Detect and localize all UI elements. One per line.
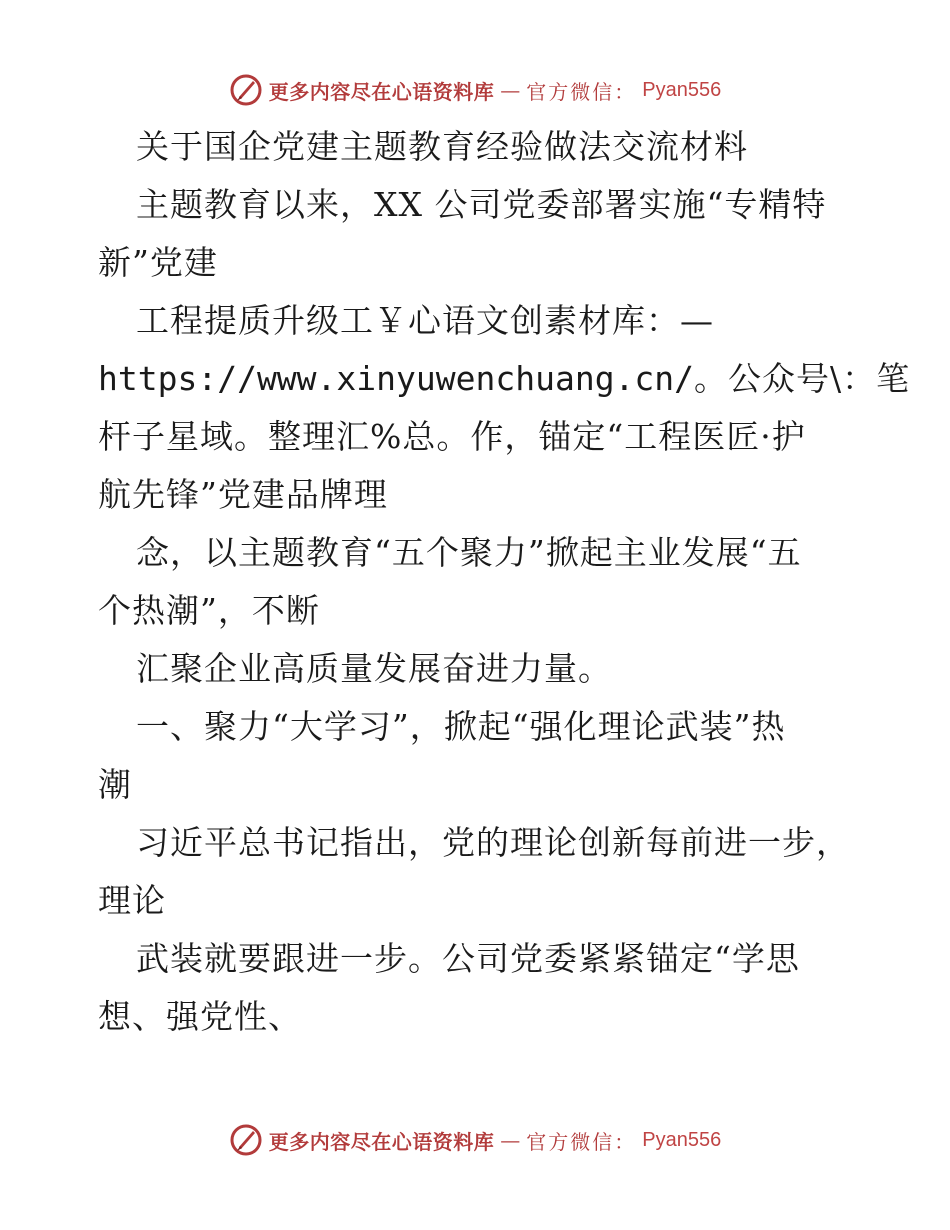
paragraph-line: 念，以主题教育“五个聚力”掀起主业发展“五 [136, 533, 802, 572]
document-title: 关于国企党建主题教育经验做法交流材料 [136, 127, 748, 166]
paragraph-line: 习近平总书记指出，党的理论创新每前进一步， [136, 823, 850, 862]
paragraph-line: 。公众号\：笔 [694, 359, 911, 398]
paragraph-url-line [98, 350, 911, 408]
section-heading: 一、聚力“大学习”，掀起“强化理论武装”热 [136, 707, 786, 746]
paragraph-line: 新”党建 [98, 243, 218, 282]
paragraph-line: 理论 [98, 881, 166, 920]
document-body [98, 118, 911, 1046]
watermark-account: Pyan556 [642, 78, 722, 101]
watermark-account: Pyan556 [642, 1128, 722, 1151]
paragraph-line: 个热潮”，不断 [98, 591, 320, 630]
source-url: https://www.xinyuwenchuang.cn/ [98, 359, 695, 398]
paragraph-line: 工程提质升级工￥心语文创素材库：— [136, 301, 714, 340]
section-heading-continuation: 潮 [98, 765, 132, 804]
watermark-wechat-label: 官方微信： [526, 1129, 637, 1154]
paragraph-line: 主题教育以来，XX 公司党委部署实施“专精特 [136, 185, 827, 224]
paragraph-line: 汇聚企业高质量发展奋进力量。 [136, 649, 612, 688]
watermark-lead-text: 更多内容尽在心语资料库 [268, 79, 495, 104]
paragraph-line: 杆子星域。整理汇%总。作，锚定“工程医匠·护 [98, 417, 806, 456]
paragraph-line: 武装就要跟进一步。公司党委紧紧锚定“学思 [136, 939, 800, 978]
quill-pen-logo-icon [229, 1123, 263, 1157]
quill-pen-logo-icon [229, 73, 263, 107]
watermark-lead-text: 更多内容尽在心语资料库 [268, 1129, 495, 1154]
header-watermark [0, 70, 950, 110]
watermark-wechat-label: 官方微信： [526, 79, 637, 104]
paragraph-line: 航先锋”党建品牌理 [98, 475, 388, 514]
watermark-dash: — [500, 78, 521, 102]
paragraph-line: 想、强党性、 [98, 997, 302, 1036]
footer-watermark [0, 1120, 950, 1160]
watermark-dash: — [500, 1128, 521, 1152]
